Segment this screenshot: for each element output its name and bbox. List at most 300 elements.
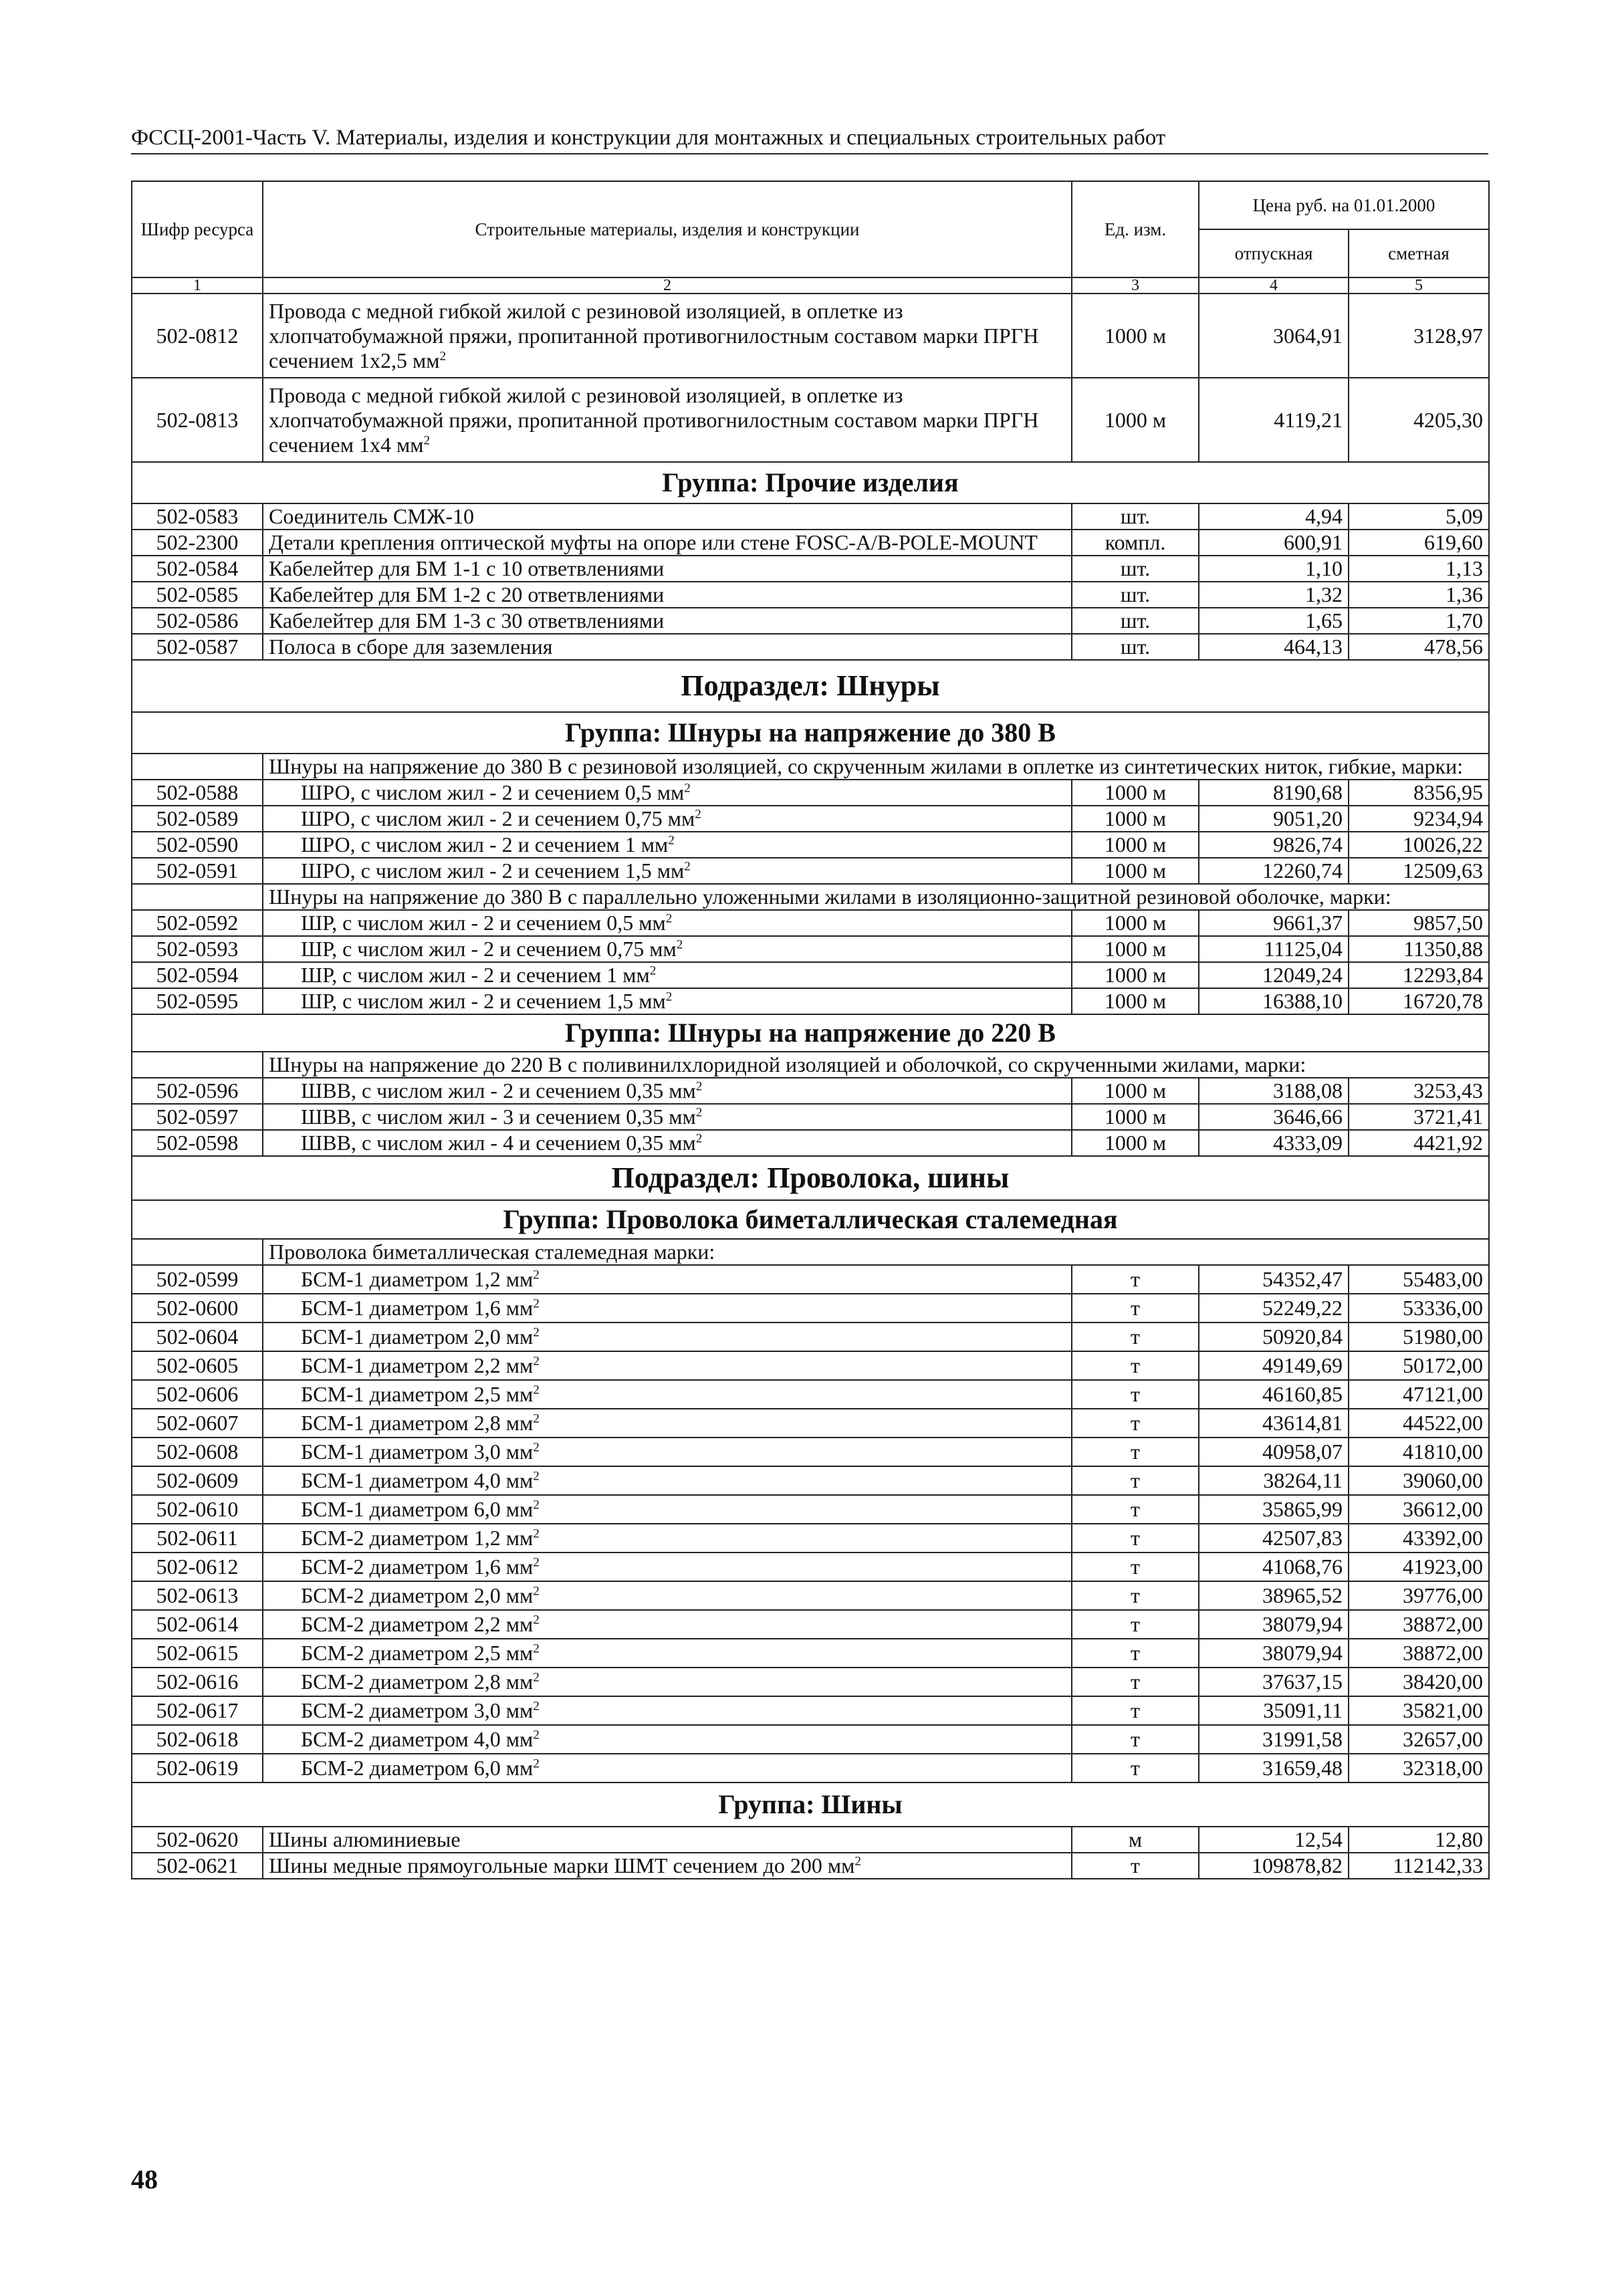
material-name-cell <box>263 1668 1072 1696</box>
empty-code-cell <box>132 884 263 910</box>
unit-of-measure: 1000 м <box>1072 294 1199 378</box>
group-title-row <box>132 1783 1489 1827</box>
material-name-cell <box>263 962 1072 988</box>
resource-code: 502-0588 <box>132 780 263 806</box>
resource-code: 502-0587 <box>132 634 263 660</box>
material-name: БСМ-2 диаметром 6,0 мм <box>301 1756 534 1780</box>
material-name: БСМ-1 диаметром 4,0 мм <box>301 1468 534 1492</box>
estimate-price: 41810,00 <box>1349 1438 1489 1466</box>
estimate-price: 3253,43 <box>1349 1078 1489 1104</box>
column-number: 1 <box>132 277 263 294</box>
material-name: БСМ-1 диаметром 3,0 мм <box>301 1440 534 1464</box>
material-name: БСМ-1 диаметром 2,2 мм <box>301 1353 534 1377</box>
material-name: БСМ-1 диаметром 2,0 мм <box>301 1325 534 1349</box>
material-name: ШРО, с числом жил - 2 и сечением 0,75 мм <box>301 806 695 830</box>
release-price: 4333,09 <box>1199 1130 1349 1156</box>
unit-of-measure: 1000 м <box>1072 1104 1199 1130</box>
material-name-cell <box>263 1581 1072 1610</box>
release-price: 54352,47 <box>1199 1265 1349 1294</box>
table-row <box>132 294 1489 378</box>
column-number: 3 <box>1072 277 1199 294</box>
resource-code: 502-0615 <box>132 1639 263 1668</box>
release-price: 11125,04 <box>1199 936 1349 962</box>
material-name: БСМ-1 диаметром 1,6 мм <box>301 1296 534 1320</box>
unit-of-measure: шт. <box>1072 634 1199 660</box>
table-row <box>132 1610 1489 1639</box>
table-row <box>132 530 1489 556</box>
material-name-cell <box>263 936 1072 962</box>
release-price: 3188,08 <box>1199 1078 1349 1104</box>
unit-of-measure: компл. <box>1072 530 1199 556</box>
estimate-price: 12293,84 <box>1349 962 1489 988</box>
unit-of-measure: 1000 м <box>1072 858 1199 884</box>
material-name-cell <box>263 1827 1072 1853</box>
estimate-price: 55483,00 <box>1349 1265 1489 1294</box>
table-row <box>132 1104 1489 1130</box>
material-name-cell <box>263 530 1072 556</box>
group-title: Группа: Прочие изделия <box>132 462 1489 503</box>
estimate-price: 35821,00 <box>1349 1696 1489 1725</box>
group-description: Шнуры на напряжение до 380 В с параллельно уложенными жилами в изоляционно-защитной резиновой оболочке, марки: <box>263 884 1489 910</box>
unit-of-measure: шт. <box>1072 556 1199 582</box>
release-price: 35865,99 <box>1199 1495 1349 1524</box>
table-row <box>132 1495 1489 1524</box>
material-name: ШРО, с числом жил - 2 и сечением 1 мм <box>301 832 669 856</box>
release-price: 12260,74 <box>1199 858 1349 884</box>
estimate-price: 12509,63 <box>1349 858 1489 884</box>
material-name-cell <box>263 1380 1072 1409</box>
unit-of-measure: т <box>1072 1294 1199 1323</box>
table-row <box>132 780 1489 806</box>
unit-exponent: 2 <box>676 937 683 952</box>
resource-code: 502-0606 <box>132 1380 263 1409</box>
release-price: 9051,20 <box>1199 806 1349 832</box>
unit-exponent: 2 <box>695 807 701 822</box>
material-name-cell <box>263 634 1072 660</box>
resource-code: 502-0608 <box>132 1438 263 1466</box>
table-row <box>132 556 1489 582</box>
material-name: Провода с медной гибкой жилой с резиновой изоляцией, в оплетке из хлопчатобумажной пряжи, пропитанной противогнилостным составом марки ПРГН сечением 1х2,5 мм <box>269 298 1039 372</box>
estimate-price: 112142,33 <box>1349 1853 1489 1879</box>
material-name-cell <box>263 1610 1072 1639</box>
resource-code: 502-0595 <box>132 988 263 1014</box>
table-row <box>132 1438 1489 1466</box>
material-name-cell <box>263 1696 1072 1725</box>
subsection-title: Подраздел: Проволока, шины <box>132 1156 1489 1200</box>
table-row <box>132 1130 1489 1156</box>
unit-of-measure: м <box>1072 1827 1199 1853</box>
table-row <box>132 858 1489 884</box>
table-row <box>132 1725 1489 1754</box>
head-estimate-price: сметная <box>1349 229 1489 277</box>
group-title: Группа: Шины <box>132 1783 1489 1827</box>
release-price: 37637,15 <box>1199 1668 1349 1696</box>
estimate-price: 5,09 <box>1349 503 1489 530</box>
release-price: 16388,10 <box>1199 988 1349 1014</box>
resource-code: 502-0611 <box>132 1524 263 1553</box>
material-name: БСМ-2 диаметром 2,0 мм <box>301 1583 534 1607</box>
material-name: Соединитель СМЖ-10 <box>269 504 475 528</box>
unit-of-measure: т <box>1072 1466 1199 1495</box>
unit-of-measure: т <box>1072 1610 1199 1639</box>
release-price: 40958,07 <box>1199 1438 1349 1466</box>
table-row <box>132 962 1489 988</box>
resource-code: 502-0590 <box>132 832 263 858</box>
table-row <box>132 806 1489 832</box>
table-row <box>132 1696 1489 1725</box>
resource-code: 502-0607 <box>132 1409 263 1438</box>
table-head-row <box>132 181 1489 229</box>
group-description: Шнуры на напряжение до 380 В с резиновой изоляцией, со скрученным жилами в оплетке из синтетических ниток, гибкие, марки: <box>263 754 1489 780</box>
material-name: ШР, с числом жил - 2 и сечением 1,5 мм <box>301 989 666 1013</box>
release-price: 600,91 <box>1199 530 1349 556</box>
page-number: 48 <box>131 2164 158 2194</box>
material-name: БСМ-2 диаметром 4,0 мм <box>301 1727 534 1751</box>
unit-exponent: 2 <box>533 1670 540 1685</box>
column-number: 2 <box>263 277 1072 294</box>
table-row <box>132 634 1489 660</box>
release-price: 38264,11 <box>1199 1466 1349 1495</box>
table-row <box>132 1827 1489 1853</box>
column-number-row <box>132 277 1489 294</box>
empty-code-cell <box>132 754 263 780</box>
material-name-cell <box>263 1524 1072 1553</box>
material-name: БСМ-1 диаметром 2,8 мм <box>301 1411 534 1435</box>
estimate-price: 50172,00 <box>1349 1351 1489 1380</box>
material-name-cell <box>263 1725 1072 1754</box>
unit-exponent: 2 <box>533 1498 540 1512</box>
resource-code: 502-0592 <box>132 910 263 936</box>
release-price: 1,10 <box>1199 556 1349 582</box>
estimate-price: 41923,00 <box>1349 1553 1489 1581</box>
material-name: ШРО, с числом жил - 2 и сечением 0,5 мм <box>301 780 685 804</box>
material-name: Кабелейтер для БМ 1-3 с 30 ответвлениями <box>269 608 665 633</box>
material-name-cell <box>263 294 1072 378</box>
material-name: ШРО, с числом жил - 2 и сечением 1,5 мм <box>301 858 685 883</box>
material-name-cell <box>263 1639 1072 1668</box>
column-number: 5 <box>1349 277 1489 294</box>
material-name-cell <box>263 1104 1072 1130</box>
unit-of-measure: 1000 м <box>1072 832 1199 858</box>
release-price: 8190,68 <box>1199 780 1349 806</box>
material-name-cell <box>263 1438 1072 1466</box>
estimate-price: 1,13 <box>1349 556 1489 582</box>
release-price: 43614,81 <box>1199 1409 1349 1438</box>
group-title-row <box>132 1014 1489 1052</box>
resource-code: 502-0620 <box>132 1827 263 1853</box>
resource-code: 502-0614 <box>132 1610 263 1639</box>
resource-code: 502-0605 <box>132 1351 263 1380</box>
material-name-cell <box>263 1409 1072 1438</box>
material-name: Шины алюминиевые <box>269 1827 461 1851</box>
table-row <box>132 1668 1489 1696</box>
material-name: БСМ-2 диаметром 2,8 мм <box>301 1670 534 1694</box>
empty-code-cell <box>132 1239 263 1265</box>
unit-of-measure: 1000 м <box>1072 936 1199 962</box>
estimate-price: 4205,30 <box>1349 378 1489 462</box>
group-title-row <box>132 1200 1489 1239</box>
material-name: ШВВ, с числом жил - 2 и сечением 0,35 мм <box>301 1078 696 1103</box>
price-table-body <box>132 181 1489 1879</box>
unit-exponent: 2 <box>533 1296 540 1311</box>
material-name: ШР, с числом жил - 2 и сечением 0,5 мм <box>301 911 666 935</box>
estimate-price: 38872,00 <box>1349 1610 1489 1639</box>
estimate-price: 38420,00 <box>1349 1668 1489 1696</box>
material-name-cell <box>263 1466 1072 1495</box>
resource-code: 502-0617 <box>132 1696 263 1725</box>
table-row <box>132 936 1489 962</box>
unit-of-measure: 1000 м <box>1072 780 1199 806</box>
material-name-cell <box>263 858 1072 884</box>
estimate-price: 3128,97 <box>1349 294 1489 378</box>
table-row <box>132 832 1489 858</box>
material-name: Кабелейтер для БМ 1-1 с 10 ответвлениями <box>269 556 665 580</box>
material-name: Провода с медной гибкой жилой с резиновой изоляцией, в оплетке из хлопчатобумажной пряжи, пропитанной противогнилостным составом марки ПРГН сечением 1х4 мм <box>269 382 1039 457</box>
unit-of-measure: шт. <box>1072 503 1199 530</box>
resource-code: 502-0813 <box>132 378 263 462</box>
estimate-price: 36612,00 <box>1349 1495 1489 1524</box>
release-price: 52249,22 <box>1199 1294 1349 1323</box>
material-name: БСМ-2 диаметром 1,2 мм <box>301 1526 534 1550</box>
unit-exponent: 2 <box>649 963 657 978</box>
price-table <box>131 181 1490 1879</box>
release-price: 3646,66 <box>1199 1104 1349 1130</box>
resource-code: 502-0594 <box>132 962 263 988</box>
material-name-cell <box>263 608 1072 634</box>
unit-exponent: 2 <box>695 1105 703 1120</box>
material-name: БСМ-2 диаметром 3,0 мм <box>301 1698 534 1722</box>
head-name: Строительные материалы, изделия и конструкции <box>263 181 1072 277</box>
estimate-price: 478,56 <box>1349 634 1489 660</box>
estimate-price: 53336,00 <box>1349 1294 1489 1323</box>
unit-exponent: 2 <box>533 1526 540 1541</box>
empty-code-cell <box>132 1052 263 1078</box>
group-title: Группа: Проволока биметаллическая сталемедная <box>132 1200 1489 1239</box>
material-name-cell <box>263 556 1072 582</box>
release-price: 12,54 <box>1199 1827 1349 1853</box>
material-name-cell <box>263 910 1072 936</box>
unit-of-measure: т <box>1072 1495 1199 1524</box>
table-row <box>132 1524 1489 1553</box>
material-name: ШВВ, с числом жил - 3 и сечением 0,35 мм <box>301 1105 696 1129</box>
table-row <box>132 1581 1489 1610</box>
unit-exponent: 2 <box>533 1699 540 1714</box>
material-name-cell <box>263 1553 1072 1581</box>
unit-exponent: 2 <box>533 1440 540 1455</box>
unit-of-measure: т <box>1072 1553 1199 1581</box>
unit-exponent: 2 <box>854 1854 861 1869</box>
estimate-price: 47121,00 <box>1349 1380 1489 1409</box>
release-price: 42507,83 <box>1199 1524 1349 1553</box>
unit-of-measure: т <box>1072 1639 1199 1668</box>
release-price: 38079,94 <box>1199 1610 1349 1639</box>
resource-code: 502-0599 <box>132 1265 263 1294</box>
group-description-row <box>132 754 1489 780</box>
material-name: ШР, с числом жил - 2 и сечением 1 мм <box>301 963 650 987</box>
resource-code: 502-0596 <box>132 1078 263 1104</box>
release-price: 46160,85 <box>1199 1380 1349 1409</box>
unit-of-measure: т <box>1072 1581 1199 1610</box>
unit-of-measure: т <box>1072 1351 1199 1380</box>
estimate-price: 4421,92 <box>1349 1130 1489 1156</box>
unit-exponent: 2 <box>533 1756 540 1771</box>
resource-code: 502-0600 <box>132 1294 263 1323</box>
release-price: 12049,24 <box>1199 962 1349 988</box>
estimate-price: 12,80 <box>1349 1827 1489 1853</box>
estimate-price: 619,60 <box>1349 530 1489 556</box>
group-description-row <box>132 884 1489 910</box>
unit-exponent: 2 <box>668 833 675 848</box>
release-price: 4,94 <box>1199 503 1349 530</box>
unit-of-measure: 1000 м <box>1072 1078 1199 1104</box>
unit-exponent: 2 <box>684 859 691 874</box>
material-name-cell <box>263 1294 1072 1323</box>
unit-exponent: 2 <box>533 1584 540 1599</box>
unit-of-measure: т <box>1072 1265 1199 1294</box>
material-name-cell <box>263 1265 1072 1294</box>
table-row <box>132 1351 1489 1380</box>
resource-code: 502-0604 <box>132 1323 263 1351</box>
group-title: Группа: Шнуры на напряжение до 380 В <box>132 712 1489 754</box>
unit-of-measure: 1000 м <box>1072 1130 1199 1156</box>
unit-of-measure: 1000 м <box>1072 378 1199 462</box>
material-name-cell <box>263 1351 1072 1380</box>
release-price: 31991,58 <box>1199 1725 1349 1754</box>
estimate-price: 9857,50 <box>1349 910 1489 936</box>
column-number: 4 <box>1199 277 1349 294</box>
resource-code: 502-0609 <box>132 1466 263 1495</box>
resource-code: 502-0618 <box>132 1725 263 1754</box>
group-description: Проволока биметаллическая сталемедная марки: <box>263 1239 1489 1265</box>
page-header: ФССЦ-2001-Часть V. Материалы, изделия и конструкции для монтажных и специальных строительных работ <box>131 124 1488 154</box>
material-name: БСМ-2 диаметром 2,2 мм <box>301 1612 534 1636</box>
release-price: 38965,52 <box>1199 1581 1349 1610</box>
table-row <box>132 1639 1489 1668</box>
release-price: 41068,76 <box>1199 1553 1349 1581</box>
material-name-cell <box>263 1853 1072 1879</box>
release-price: 35091,11 <box>1199 1696 1349 1725</box>
unit-of-measure: 1000 м <box>1072 806 1199 832</box>
estimate-price: 39776,00 <box>1349 1581 1489 1610</box>
unit-exponent: 2 <box>533 1354 540 1369</box>
table-row <box>132 1323 1489 1351</box>
resource-code: 502-0585 <box>132 582 263 608</box>
unit-exponent: 2 <box>533 1411 540 1426</box>
material-name-cell <box>263 806 1072 832</box>
unit-of-measure: 1000 м <box>1072 910 1199 936</box>
group-title-row <box>132 712 1489 754</box>
material-name-cell <box>263 1754 1072 1783</box>
release-price: 1,65 <box>1199 608 1349 634</box>
table-row <box>132 503 1489 530</box>
group-title: Группа: Шнуры на напряжение до 220 В <box>132 1014 1489 1052</box>
resource-code: 502-2300 <box>132 530 263 556</box>
table-row <box>132 1466 1489 1495</box>
resource-code: 502-0591 <box>132 858 263 884</box>
unit-exponent: 2 <box>665 990 673 1004</box>
unit-of-measure: т <box>1072 1853 1199 1879</box>
material-name-cell <box>263 1495 1072 1524</box>
table-row <box>132 1754 1489 1783</box>
release-price: 9826,74 <box>1199 832 1349 858</box>
subsection-title-row <box>132 1156 1489 1200</box>
material-name: Кабелейтер для БМ 1-2 с 20 ответвлениями <box>269 582 665 606</box>
table-row <box>132 1553 1489 1581</box>
resource-code: 502-0621 <box>132 1853 263 1879</box>
unit-exponent: 2 <box>533 1268 540 1282</box>
head-unit: Ед. изм. <box>1072 181 1199 277</box>
material-name-cell <box>263 988 1072 1014</box>
estimate-price: 44522,00 <box>1349 1409 1489 1438</box>
material-name: БСМ-1 диаметром 6,0 мм <box>301 1497 534 1521</box>
unit-exponent: 2 <box>533 1641 540 1656</box>
unit-of-measure: шт. <box>1072 582 1199 608</box>
resource-code: 502-0586 <box>132 608 263 634</box>
release-price: 464,13 <box>1199 634 1349 660</box>
material-name-cell <box>263 582 1072 608</box>
material-name: БСМ-2 диаметром 2,5 мм <box>301 1641 534 1665</box>
unit-of-measure: шт. <box>1072 608 1199 634</box>
estimate-price: 51980,00 <box>1349 1323 1489 1351</box>
table-row <box>132 1409 1489 1438</box>
unit-of-measure: т <box>1072 1725 1199 1754</box>
group-description: Шнуры на напряжение до 220 В с поливинилхлоридной изоляцией и оболочкой, со скрученными жилами, марки: <box>263 1052 1489 1078</box>
head-release-price: отпускная <box>1199 229 1349 277</box>
unit-exponent: 2 <box>533 1325 540 1340</box>
estimate-price: 8356,95 <box>1349 780 1489 806</box>
release-price: 50920,84 <box>1199 1323 1349 1351</box>
resource-code: 502-0583 <box>132 503 263 530</box>
unit-exponent: 2 <box>533 1613 540 1627</box>
unit-of-measure: т <box>1072 1668 1199 1696</box>
material-name-cell <box>263 1323 1072 1351</box>
material-name: ШР, с числом жил - 2 и сечением 0,75 мм <box>301 937 677 961</box>
group-title-row <box>132 462 1489 503</box>
unit-of-measure: 1000 м <box>1072 962 1199 988</box>
unit-of-measure: т <box>1072 1696 1199 1725</box>
unit-of-measure: 1000 м <box>1072 988 1199 1014</box>
resource-code: 502-0598 <box>132 1130 263 1156</box>
release-price: 31659,48 <box>1199 1754 1349 1783</box>
table-row <box>132 378 1489 462</box>
unit-exponent: 2 <box>684 781 691 796</box>
release-price: 1,32 <box>1199 582 1349 608</box>
table-row <box>132 910 1489 936</box>
material-name: БСМ-1 диаметром 2,5 мм <box>301 1382 534 1406</box>
group-description-row <box>132 1052 1489 1078</box>
release-price: 49149,69 <box>1199 1351 1349 1380</box>
resource-code: 502-0613 <box>132 1581 263 1610</box>
unit-exponent: 2 <box>695 1131 703 1146</box>
material-name-cell <box>263 1078 1072 1104</box>
release-price: 109878,82 <box>1199 1853 1349 1879</box>
resource-code: 502-0597 <box>132 1104 263 1130</box>
table-row <box>132 1294 1489 1323</box>
group-description-row <box>132 1239 1489 1265</box>
material-name: ШВВ, с числом жил - 4 и сечением 0,35 мм <box>301 1131 696 1155</box>
unit-of-measure: т <box>1072 1438 1199 1466</box>
unit-exponent: 2 <box>533 1728 540 1742</box>
unit-of-measure: т <box>1072 1380 1199 1409</box>
estimate-price: 32318,00 <box>1349 1754 1489 1783</box>
resource-code: 502-0593 <box>132 936 263 962</box>
estimate-price: 39060,00 <box>1349 1466 1489 1495</box>
resource-code: 502-0589 <box>132 806 263 832</box>
estimate-price: 11350,88 <box>1349 936 1489 962</box>
head-price: Цена руб. на 01.01.2000 <box>1199 181 1489 229</box>
estimate-price: 3721,41 <box>1349 1104 1489 1130</box>
resource-code: 502-0616 <box>132 1668 263 1696</box>
